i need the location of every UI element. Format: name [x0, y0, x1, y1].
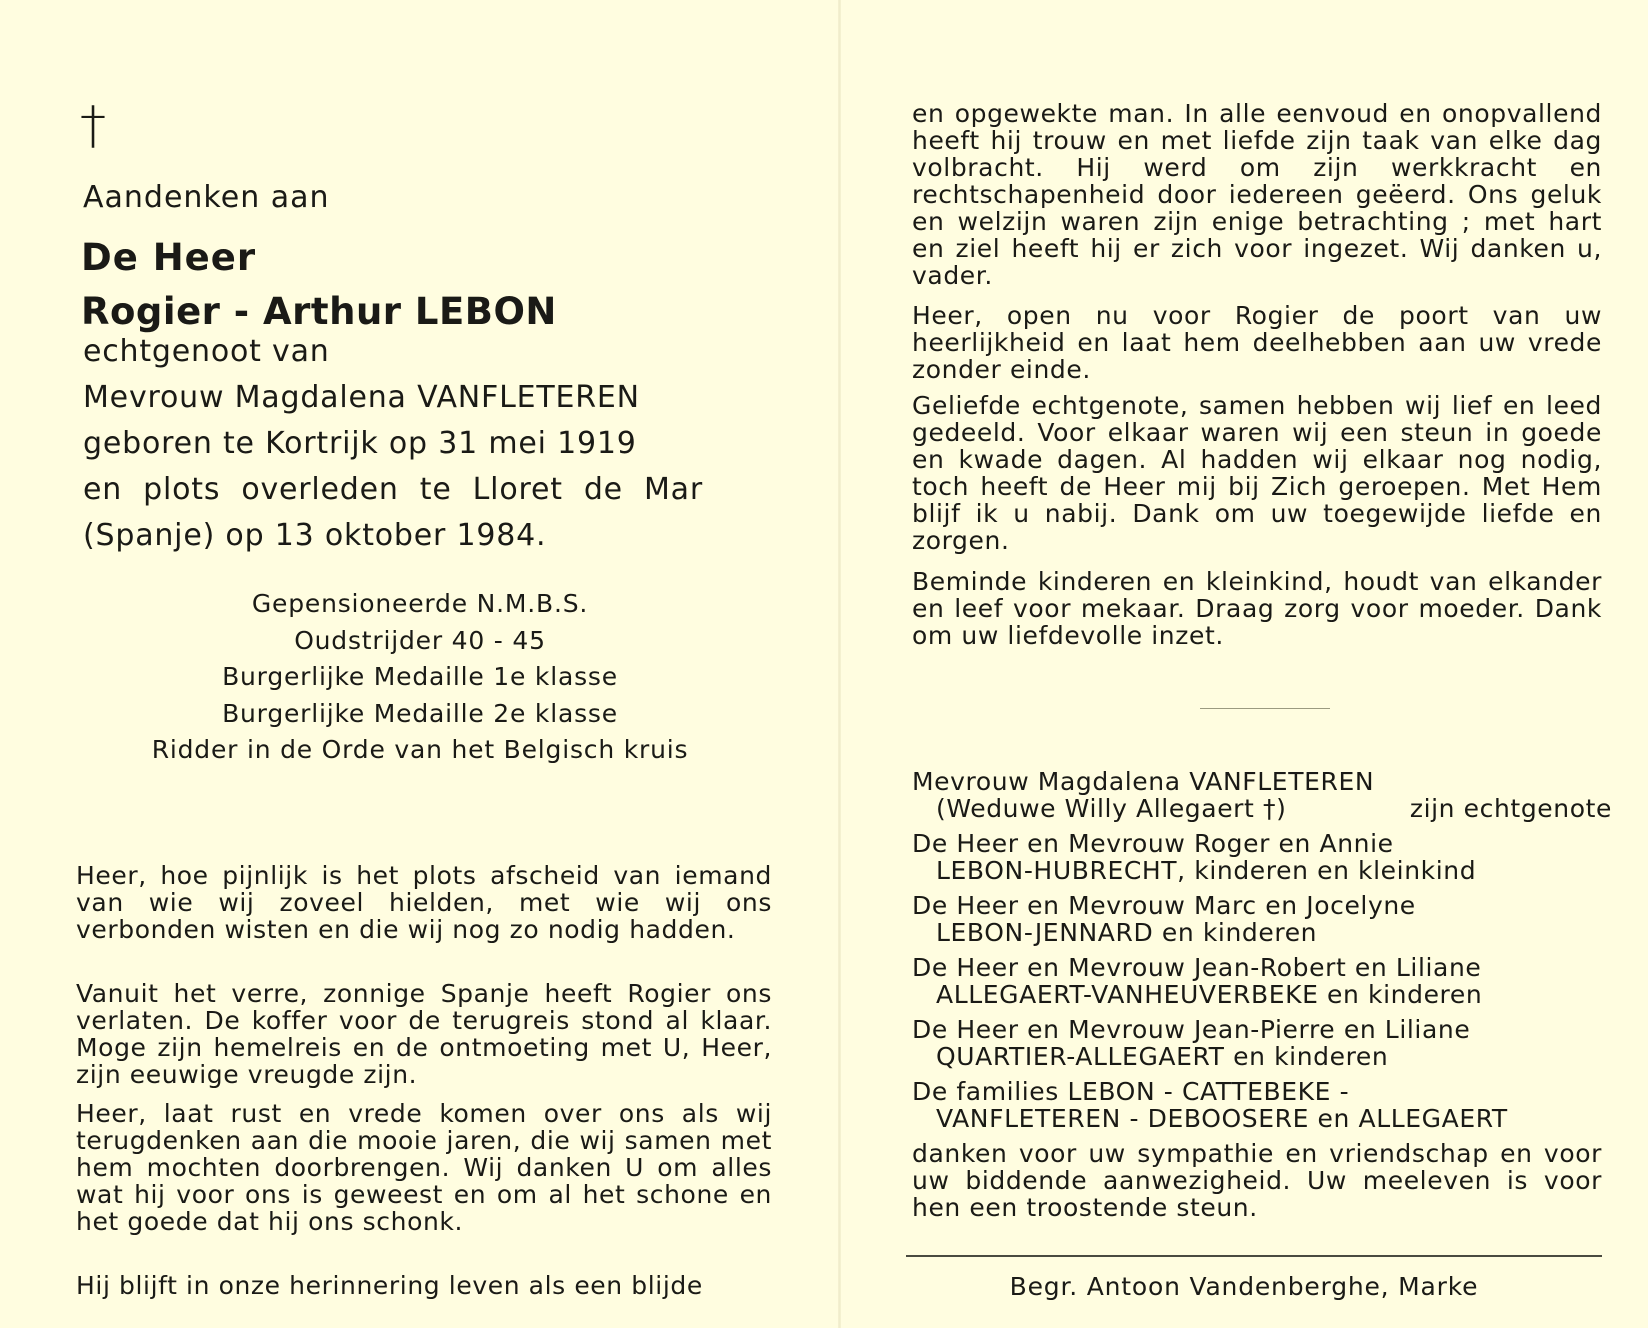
- divider-short: [1200, 708, 1330, 709]
- family-entry: [912, 1078, 1612, 1132]
- widow-relation: zijn echtgenote: [1409, 794, 1612, 823]
- undertaker-credit: Begr. Antoon Vandenberghe, Marke: [1009, 1272, 1479, 1301]
- family-line1: De Heer en Mevrouw Marc en Jocelyne: [912, 891, 1416, 920]
- deceased-name: Rogier - Arthur LEBON: [81, 290, 557, 333]
- family-line1: De Heer en Mevrouw Roger en Annie: [912, 829, 1394, 858]
- family-entry: [912, 892, 1612, 946]
- honor-item: Burgerlijke Medaille 2e klasse: [222, 698, 618, 728]
- family-line2: LEBON-JENNARD en kinderen: [936, 918, 1318, 947]
- family-entry: [912, 830, 1612, 884]
- prayer-paragraph: Heer, open nu voor Rogier de poort van uw heerlijkheid en laat hem deelhebben aan uw vrede zonder einde.: [912, 301, 1602, 384]
- widow-entry: [912, 768, 1612, 822]
- right-page: [840, 0, 1648, 1328]
- widow-name: Mevrouw Magdalena VANFLETEREN: [912, 767, 1375, 796]
- honor-item: Oudstrijder 40 - 45: [294, 625, 546, 655]
- intro-text: Aandenken aan: [83, 180, 330, 215]
- family-line1: De Heer en Mevrouw Jean-Robert en Liliane: [912, 953, 1482, 982]
- prayer-paragraph: Vanuit het verre, zonnige Spanje heeft Rogier ons verlaten. De koffer voor de terugreis stond al klaar. Moge zijn hemelreis en de ontmoeting met U, Heer, zijn eeuwige vreugde zijn.: [76, 979, 772, 1089]
- prayer-paragraph: Heer, laat rust en vrede komen over ons als wij terugdenken aan die mooie jaren, die wij samen met hem mochten doorbrengen. Wij danken U om alles wat hij voor ons is geweest en om al het schone en het goede dat hij ons schonk.: [76, 1099, 772, 1236]
- honors-list: [100, 586, 740, 769]
- prayer-paragraph: en opgewekte man. In alle eenvoud en onopvallend heeft hij trouw en met liefde zijn taak van elke dag volbracht. Hij werd om zijn werkkracht en rechtschapenheid door iedereen geëerd. Ons geluk en welzijn waren zijn enige betrachting ; met hart en ziel heeft hij er zich voor ingezet. Wij danken u, vader.: [912, 99, 1602, 290]
- widow-note: (Weduwe Willy Allegaert †): [936, 794, 1287, 823]
- death-info: en plots overleden te Lloret de Mar: [83, 472, 703, 507]
- family-line2: ALLEGAERT-VANHEUVERBEKE en kinderen: [936, 980, 1483, 1009]
- family-entry: [912, 1016, 1612, 1070]
- family-line2: LEBON-HUBRECHT, kinderen en kleinkind: [936, 856, 1477, 885]
- prayer-paragraph: Hij blijft in onze herinnering leven als een blijde: [76, 1271, 703, 1300]
- prayer-paragraph: Geliefde echtgenote, samen hebben wij lief en leed gedeeld. Voor elkaar waren wij een steun in goede en kwade dagen. Al hadden wij elkaar nog nodig, toch heeft de Heer mij bij Zich geroepen. Met Hem blijf ik u nabij. Dank om uw toegewijde liefde en zorgen.: [912, 391, 1602, 555]
- birth-info: geboren te Kortrijk op 31 mei 1919: [83, 426, 637, 461]
- family-line2: VANFLETEREN - DEBOOSERE en ALLEGAERT: [936, 1104, 1508, 1133]
- honor-item: Burgerlijke Medaille 1e klasse: [222, 662, 618, 691]
- prayer-paragraph: Beminde kinderen en kleinkind, houdt van elkander en leef voor mekaar. Draag zorg voor moeder. Dank om uw liefdevolle inzet.: [912, 567, 1602, 650]
- prayer-paragraph: Heer, hoe pijnlijk is het plots afscheid van iemand van wie wij zoveel hielden, met wie wij ons verbonden wisten en die wij nog zo nodig hadden.: [76, 861, 772, 944]
- honor-item: Gepensioneerde N.M.B.S.: [251, 589, 589, 618]
- spouse-name: Mevrouw Magdalena VANFLETEREN: [83, 380, 640, 415]
- family-line2: QUARTIER-ALLEGAERT en kinderen: [936, 1042, 1389, 1071]
- divider-long: [906, 1255, 1602, 1257]
- spouse-label: echtgenoot van: [83, 334, 330, 369]
- deceased-title: De Heer: [81, 236, 257, 279]
- death-date: (Spanje) op 13 oktober 1984.: [83, 518, 547, 553]
- thanks-paragraph: danken voor uw sympathie en vriendschap en voor uw biddende aanwezigheid. Uw meeleven is voor hen een troostende steun.: [912, 1139, 1602, 1222]
- cross-icon: †: [80, 96, 106, 156]
- family-line1: De Heer en Mevrouw Jean-Pierre en Liliane: [912, 1015, 1471, 1044]
- family-entry: [912, 954, 1612, 1008]
- family-line1: De families LEBON - CATTEBEKE -: [912, 1077, 1350, 1106]
- honor-item: Ridder in de Orde van het Belgisch kruis: [151, 735, 689, 764]
